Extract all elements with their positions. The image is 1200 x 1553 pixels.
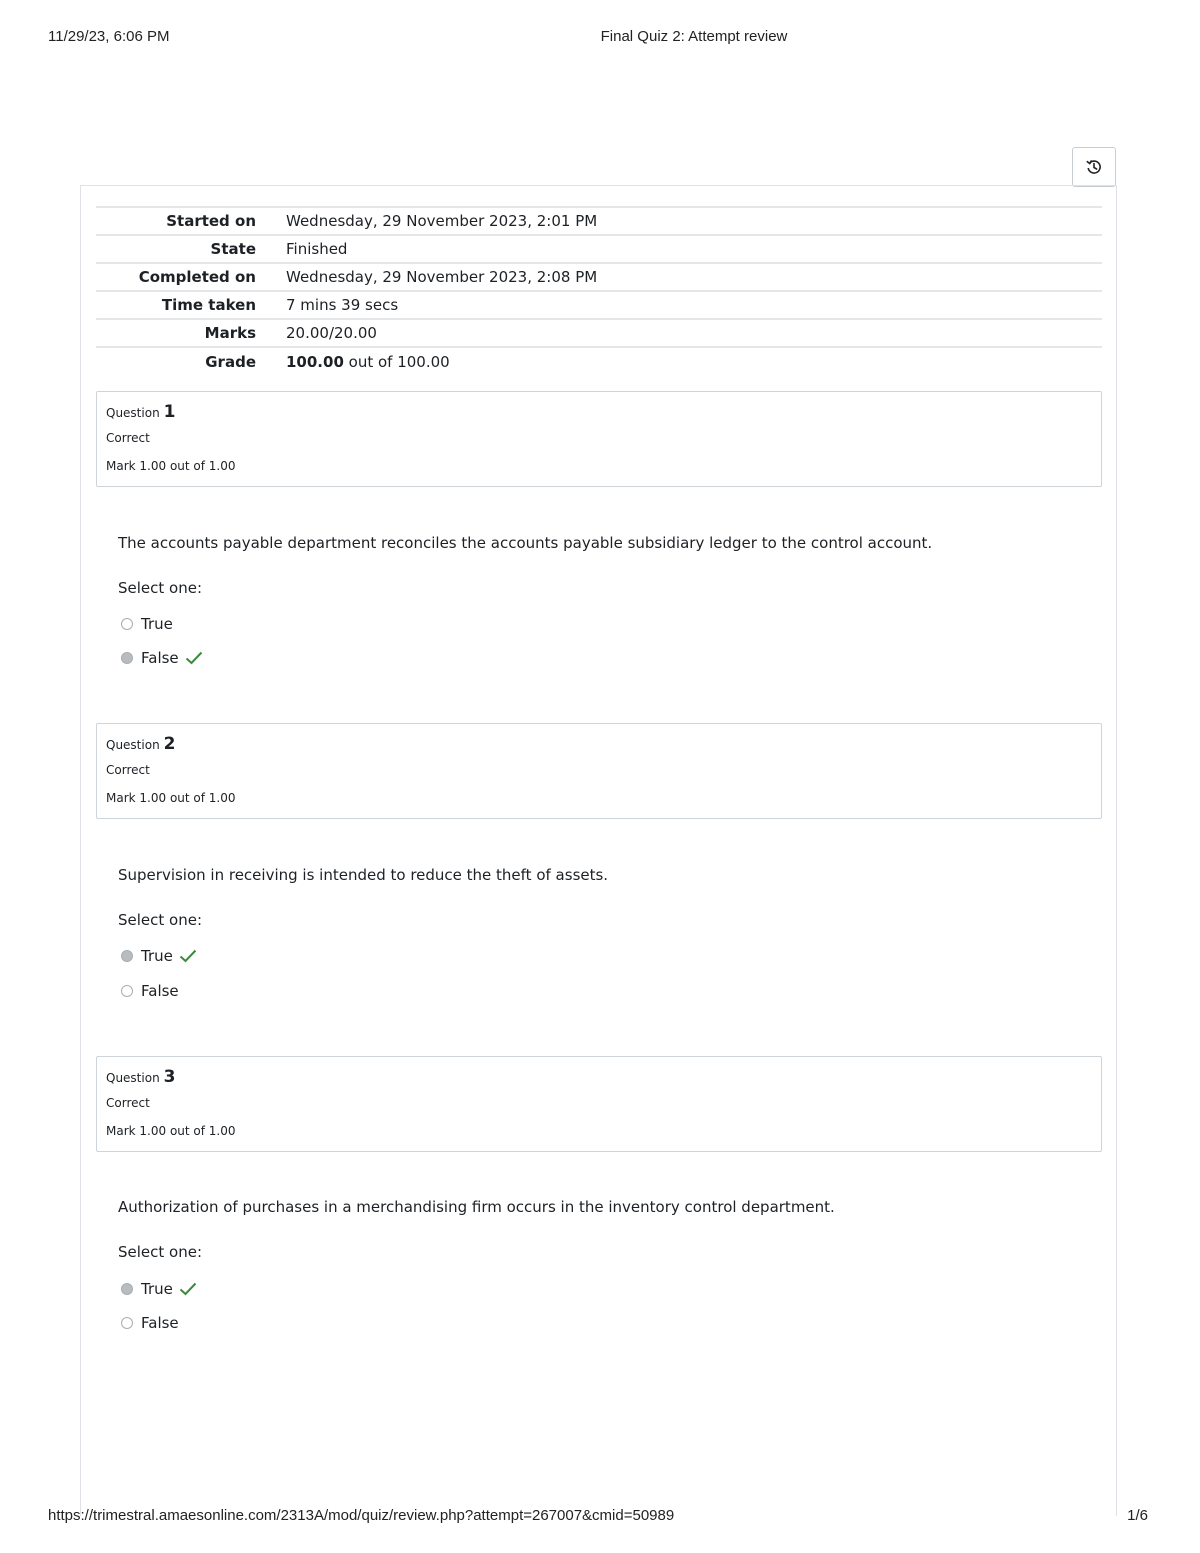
print-footer — [0, 1507, 1200, 1527]
question-text: Supervision in receiving is intended to reduce the theft of assets. — [118, 866, 609, 884]
question-label: Question — [106, 738, 160, 752]
answer-label: True — [141, 1280, 173, 1298]
question-num: 2 — [163, 734, 176, 754]
question-text: Authorization of purchases in a merchandising firm occurs in the inventory control department. — [118, 1198, 835, 1216]
question-state: Correct — [106, 763, 150, 777]
question-state: Correct — [106, 1096, 150, 1110]
select-one-prompt: Select one: — [118, 911, 203, 929]
answer-option-true[interactable] — [121, 1280, 197, 1298]
page-number: 1/6 — [1127, 1507, 1148, 1524]
page-url: https://trimestral.amaesonline.com/2313A/mod/quiz/review.php?attempt=267007&cmid=50989 — [48, 1507, 675, 1524]
summary-label: Started on — [96, 207, 274, 235]
question-number — [106, 402, 176, 422]
question-label: Question — [106, 1071, 160, 1085]
summary-value: 20.00/20.00 — [274, 319, 1102, 347]
question-num: 3 — [163, 1067, 176, 1087]
summary-value — [274, 347, 1102, 375]
answer-option-false[interactable] — [121, 1314, 179, 1332]
summary-row-marks — [96, 319, 1102, 347]
question-info-3 — [96, 1056, 1102, 1152]
answer-option-true[interactable] — [121, 615, 173, 633]
summary-value: Finished — [274, 235, 1102, 263]
summary-row-started — [96, 207, 1102, 235]
summary-row-time-taken — [96, 291, 1102, 319]
answer-label: True — [141, 615, 173, 633]
print-page-title: Final Quiz 2: Attempt review — [600, 28, 788, 45]
summary-label: Time taken — [96, 291, 274, 319]
radio-button-selected[interactable] — [121, 950, 133, 962]
summary-value: Wednesday, 29 November 2023, 2:01 PM — [274, 207, 1102, 235]
select-one-prompt: Select one: — [118, 579, 203, 597]
select-one-prompt: Select one: — [118, 1243, 203, 1261]
radio-button[interactable] — [121, 618, 133, 630]
grade-total: out of 100.00 — [343, 352, 450, 371]
history-icon — [1084, 157, 1104, 177]
attempt-summary-table — [96, 206, 1102, 375]
summary-label: Completed on — [96, 263, 274, 291]
answer-option-false[interactable] — [121, 649, 203, 667]
print-header — [0, 28, 1200, 48]
question-state: Correct — [106, 431, 150, 445]
summary-row-completed — [96, 263, 1102, 291]
question-text: The accounts payable department reconciles the accounts payable subsidiary ledger to the control account. — [118, 534, 933, 552]
question-number — [106, 1067, 176, 1087]
question-info-1 — [96, 391, 1102, 487]
answer-label: False — [141, 982, 179, 1000]
quiz-review-region — [80, 185, 1117, 1516]
summary-label: State — [96, 235, 274, 263]
question-info-2 — [96, 723, 1102, 819]
radio-button[interactable] — [121, 985, 133, 997]
summary-label: Marks — [96, 319, 274, 347]
grade-score: 100.00 — [286, 352, 344, 371]
question-grade: Mark 1.00 out of 1.00 — [106, 1124, 236, 1138]
correct-check-icon — [179, 1282, 197, 1296]
answer-label: True — [141, 947, 173, 965]
summary-value: 7 mins 39 secs — [274, 291, 1102, 319]
summary-row-grade — [96, 347, 1102, 375]
correct-check-icon — [179, 949, 197, 963]
answer-option-false[interactable] — [121, 982, 179, 1000]
history-button[interactable] — [1072, 147, 1116, 187]
radio-button-selected[interactable] — [121, 652, 133, 664]
summary-value: Wednesday, 29 November 2023, 2:08 PM — [274, 263, 1102, 291]
print-datetime: 11/29/23, 6:06 PM — [48, 28, 170, 45]
summary-row-state — [96, 235, 1102, 263]
question-grade: Mark 1.00 out of 1.00 — [106, 791, 236, 805]
question-label: Question — [106, 406, 160, 420]
radio-button-selected[interactable] — [121, 1283, 133, 1295]
answer-option-true[interactable] — [121, 947, 197, 965]
answer-label: False — [141, 1314, 179, 1332]
radio-button[interactable] — [121, 1317, 133, 1329]
answer-label: False — [141, 649, 179, 667]
question-num: 1 — [163, 402, 176, 422]
question-number — [106, 734, 176, 754]
summary-label: Grade — [96, 347, 274, 375]
question-grade: Mark 1.00 out of 1.00 — [106, 459, 236, 473]
correct-check-icon — [185, 651, 203, 665]
